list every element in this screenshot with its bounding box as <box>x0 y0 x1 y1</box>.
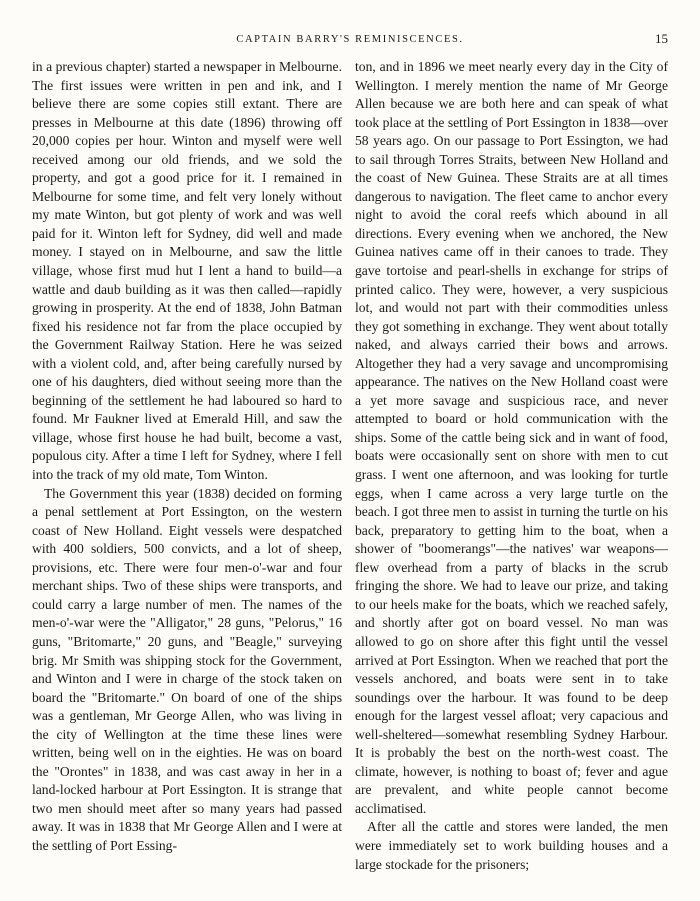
running-title: CAPTAIN BARRY'S REMINISCENCES. <box>236 34 464 45</box>
right-column <box>355 58 668 874</box>
paragraph: The Government this year (1838) decided on forming a penal settlement at Port Essington, on the western coast of New Holland. Eight vessels were despatched with 400 soldiers, 500 convicts, and a lot of sheep, provisions, etc. There were four men-o'-war and four merchant ships. Two of these ships were transports, and could carry a large number of men. The names of the men-o'-war were the "Alligator," 28 guns, "Pelorus," 16 guns, "Britomarte," 20 guns, and "Beagle," surveying brig. Mr Smith was shipping stock for the Government, and Winton and I were in charge of the stock taken on board the "Britomarte." On board of one of the ships was a gentleman, Mr George Allen, who was living in the city of Wellington at the time these lines were written, being well on in the eighties. He was on board the "Orontes" in 1838, and was cast away in her in a land-locked harbour at Port Essington. It is strange that two men should meet after so many years had passed away. It was in 1838 that Mr George Allen and I were at the settling of Port Essing- <box>32 485 342 853</box>
page-header <box>30 30 670 52</box>
paragraph: ton, and in 1896 we meet nearly every day in the City of Wellington. I merely mention the name of Mr George Allen because we are both here and can speak of what took place at the settling of Port Essington in 1838—over 58 years ago. On our passage to Port Essington, we had to sail through Torres Straits, between New Holland and the coast of New Guinea. These Straits are at all times dangerous to navigation. The fleet came to anchor every night to avoid the coral reefs which abound in all directions. Every evening when we anchored, the New Guinea natives came off in their canoes to trade. They gave tortoise and pearl-shells in exchange for strips of printed calico. They were, however, a very suspicious lot, and would not part with their commodities unless they got something in exchange. They went about totally naked, and always carried their bows and arrows. Altogether they had a very savage and uncompromising appearance. The natives on the New Holland coast were a yet more savage and suspicious race, and never attempted to board or hold communication with the ships. Some of the cattle being sick and in want of food, boats were occasionally sent on shore with men to cut grass. I went one afternoon, and was looking for turtle eggs, when I came across a very large turtle on the beach. I got three men to assist in turning the turtle on his back, preparatory to getting him to the boat, when a shower of "boomerangs"—the natives' war weapons—flew overhead from a party of blacks in the scrub fringing the shore. We had to leave our prize, and taking to our heels make for the boats, which we reached safely, and shortly after got on board vessel. No man was allowed to go on shore after this fight until the vessel arrived at Port Essington. When we reached that port the vessels anchored, and boats were sent in to take soundings over the harbour. It was found to be deep enough for the largest vessel afloat; very capacious and well-sheltered—somewhat resembling Sydney Harbour. It is probably the best on the north-west coast. The climate, however, is nothing to boast of; fever and ague are prevalent, and white people cannot become acclimatised. <box>355 59 668 816</box>
page-number: 15 <box>655 31 668 46</box>
left-column <box>32 58 342 856</box>
paragraph: After all the cattle and stores were landed, the men were immediately set to work building houses and a large stockade for the prisoners; <box>355 819 668 872</box>
paragraph: in a previous chapter) started a newspaper in Melbourne. The first issues were written in pen and ink, and I believe there are some copies still extant. There are presses in Melbourne at this date (1896) throwing off 20,000 copies per hour. Winton and myself were well received among our old friends, and we sold the property, and got a good price for it. I remained in Melbourne for some time, and felt very lonely without my mate Winton, but got plenty of work and was well paid for it. Winton left for Sydney, did well and made money. I stayed on in Melbourne, and saw the little village, whose first mud hut I lent a hand to build—a wattle and daub building as it was then called—rapidly growing in prosperity. At the end of 1838, John Batman fixed his residence not far from the place occupied by the Government Railway Station. Here he was seized with a violent cold, and, after being carefully nursed by one of his daughters, died without seeing more than the beginning of the settlement he had laboured so hard to found. Mr Faukner lived at Emerald Hill, and saw the village, whose first house he had built, become a vast, populous city. After a time I left for Sydney, where I fell into the track of my old mate, Tom Winton. <box>32 59 342 483</box>
